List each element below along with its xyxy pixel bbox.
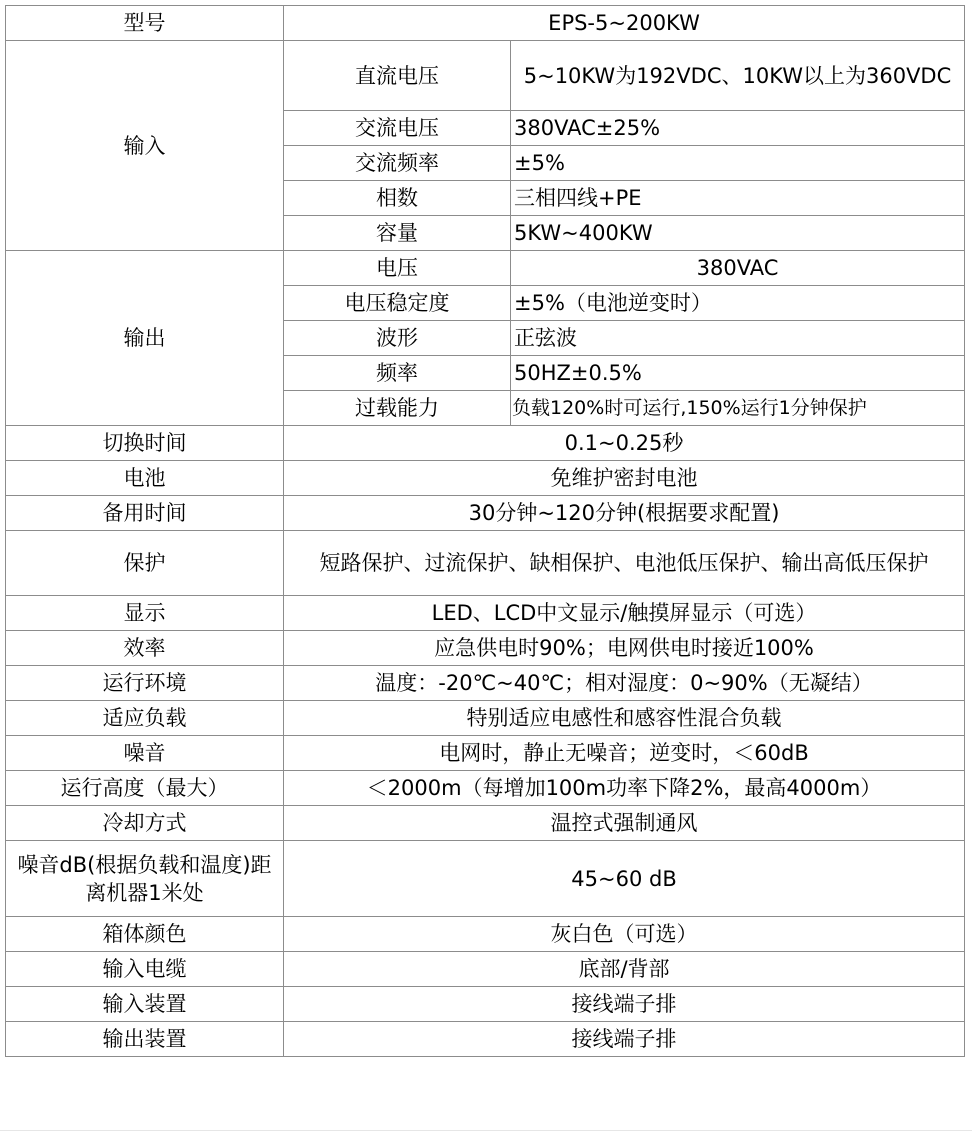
group-label-input: 输入 xyxy=(6,41,284,251)
table-row xyxy=(6,531,965,596)
table-row xyxy=(6,701,965,736)
row-value: 灰白色（可选） xyxy=(284,917,965,952)
spec-table xyxy=(5,5,965,1057)
row-label: 型号 xyxy=(6,6,284,41)
sub-value: ±5% xyxy=(511,146,965,181)
row-value: 30分钟~120分钟(根据要求配置) xyxy=(284,496,965,531)
sub-label: 电压稳定度 xyxy=(284,286,511,321)
row-label: 切换时间 xyxy=(6,426,284,461)
sub-value: 380VAC±25% xyxy=(511,111,965,146)
row-value: 温控式强制通风 xyxy=(284,806,965,841)
table-row xyxy=(6,806,965,841)
table-row xyxy=(6,841,965,917)
table-row xyxy=(6,41,965,111)
sub-value: ±5%（电池逆变时） xyxy=(511,286,965,321)
sub-value: 负载120%时可运行,150%运行1分钟保护 xyxy=(511,391,965,426)
row-label: 输入电缆 xyxy=(6,952,284,987)
row-value: 特别适应电感性和感容性混合负载 xyxy=(284,701,965,736)
row-label: 备用时间 xyxy=(6,496,284,531)
row-value: 45~60 dB xyxy=(284,841,965,917)
row-value: 应急供电时90%；电网供电时接近100% xyxy=(284,631,965,666)
table-row xyxy=(6,987,965,1022)
row-label: 噪音 xyxy=(6,736,284,771)
sub-label: 直流电压 xyxy=(284,41,511,111)
table-row xyxy=(6,952,965,987)
table-row xyxy=(6,596,965,631)
row-value: 免维护密封电池 xyxy=(284,461,965,496)
table-row xyxy=(6,631,965,666)
sub-label: 交流电压 xyxy=(284,111,511,146)
row-value: LED、LCD中文显示/触摸屏显示（可选） xyxy=(284,596,965,631)
sub-label: 容量 xyxy=(284,216,511,251)
table-row xyxy=(6,6,965,41)
row-value: 接线端子排 xyxy=(284,987,965,1022)
row-label: 冷却方式 xyxy=(6,806,284,841)
sub-value: 5~10KW为192VDC、10KW以上为360VDC xyxy=(511,41,965,111)
table-row xyxy=(6,496,965,531)
row-label: 保护 xyxy=(6,531,284,596)
row-value: EPS-5~200KW xyxy=(284,6,965,41)
row-value: 电网时，静止无噪音；逆变时，＜60dB xyxy=(284,736,965,771)
table-row xyxy=(6,771,965,806)
row-value: ＜2000m（每增加100m功率下降2%，最高4000m） xyxy=(284,771,965,806)
row-value: 温度：-20℃~40℃；相对湿度：0~90%（无凝结） xyxy=(284,666,965,701)
row-label: 运行高度（最大） xyxy=(6,771,284,806)
sub-value: 正弦波 xyxy=(511,321,965,356)
table-row xyxy=(6,461,965,496)
row-label: 输入装置 xyxy=(6,987,284,1022)
table-row xyxy=(6,1022,965,1057)
sub-value: 三相四线+PE xyxy=(511,181,965,216)
row-label: 显示 xyxy=(6,596,284,631)
table-row xyxy=(6,736,965,771)
row-label: 箱体颜色 xyxy=(6,917,284,952)
sub-value: 5KW~400KW xyxy=(511,216,965,251)
table-row xyxy=(6,251,965,286)
table-row xyxy=(6,917,965,952)
row-label: 运行环境 xyxy=(6,666,284,701)
sub-label: 相数 xyxy=(284,181,511,216)
row-label: 噪音dB(根据负载和温度)距离机器1米处 xyxy=(6,841,284,917)
sub-label: 过载能力 xyxy=(284,391,511,426)
row-label: 输出装置 xyxy=(6,1022,284,1057)
row-value: 接线端子排 xyxy=(284,1022,965,1057)
table-row xyxy=(6,666,965,701)
sub-label: 电压 xyxy=(284,251,511,286)
table-row xyxy=(6,426,965,461)
row-value: 0.1~0.25秒 xyxy=(284,426,965,461)
sub-label: 交流频率 xyxy=(284,146,511,181)
row-value: 短路保护、过流保护、缺相保护、电池低压保护、输出高低压保护 xyxy=(284,531,965,596)
sub-label: 频率 xyxy=(284,356,511,391)
divider xyxy=(0,1130,972,1131)
row-label: 效率 xyxy=(6,631,284,666)
sub-value: 380VAC xyxy=(511,251,965,286)
row-label: 电池 xyxy=(6,461,284,496)
sub-label: 波形 xyxy=(284,321,511,356)
row-value: 底部/背部 xyxy=(284,952,965,987)
sub-value: 50HZ±0.5% xyxy=(511,356,965,391)
group-label-output: 输出 xyxy=(6,251,284,426)
row-label: 适应负载 xyxy=(6,701,284,736)
